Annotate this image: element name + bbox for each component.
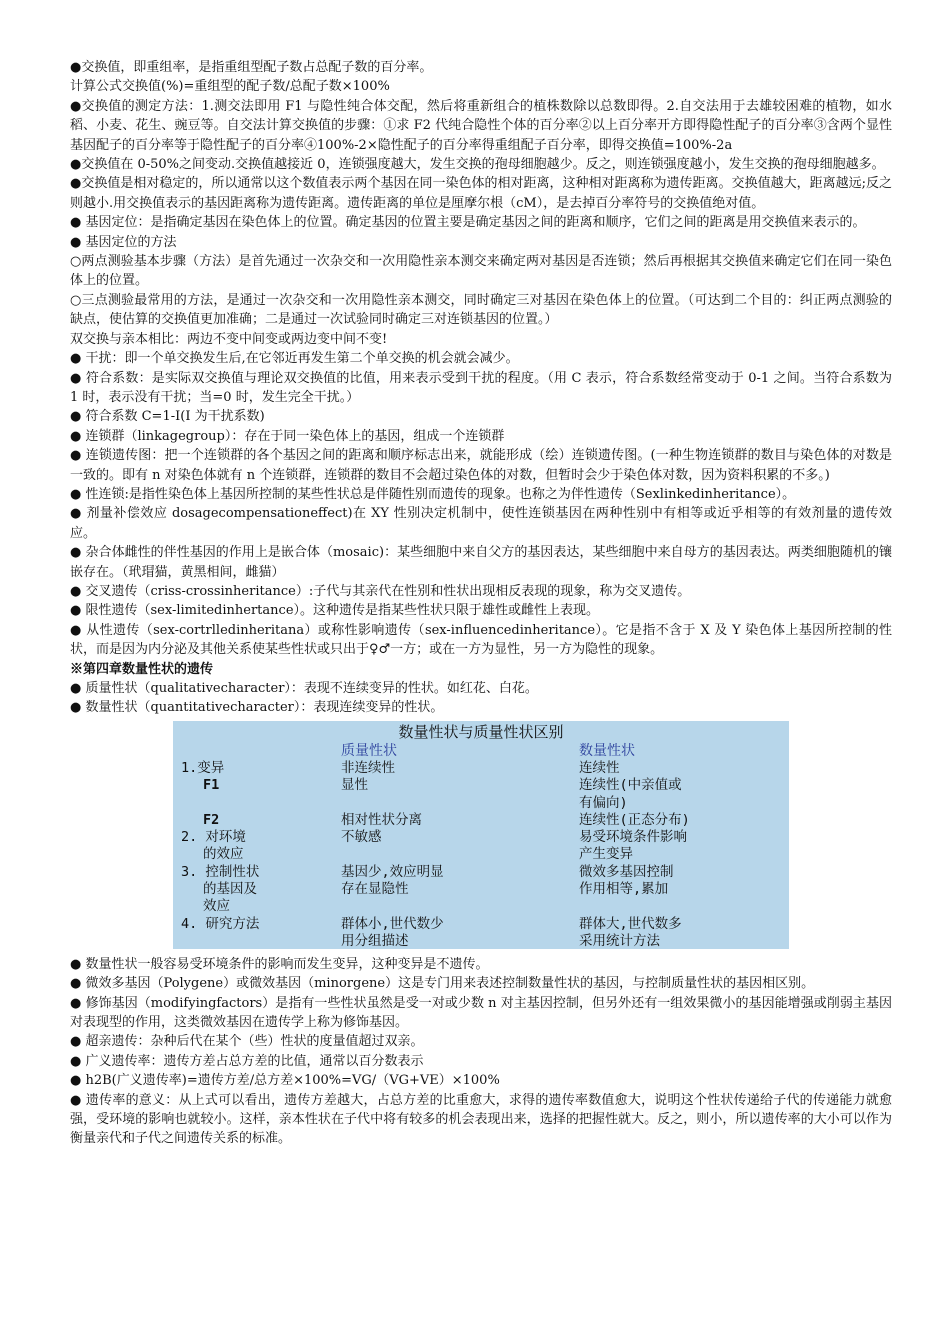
figure-cell-quantity: 连续性(中亲值或	[579, 776, 682, 793]
paragraph: ● 干扰：即一个单交换发生后,在它邻近再发生第二个单交换的机会就会减少。	[70, 351, 519, 367]
paragraph: ●交换值的测定方法：1.测交法即用 F1 与隐性纯合体交配，然后将重新组合的植株数除以总数即得。2.自交法用于去雄较困难的植物，如水稻、小麦、花生、豌豆等。自交法计算交换值的步骤：①求 F2 代纯合隐性个体的百分率②以上百分率开方即得隐性配子的百分率③含两个显性基因配子的百分率等于隐性配子的百分率④100%-2×隐性配子的百分率得重组配子百分率，即得交换值=100%-2a	[70, 98, 892, 153]
paragraph: ● 广义遗传率：遗传方差占总方差的比值，通常以百分数表示	[70, 1053, 424, 1069]
chapter-heading: ※第四章数量性状的遗传	[70, 661, 214, 677]
paragraph: ○两点测验基本步骤（方法）是首先通过一次杂交和一次用隐性亲本测交来确定两对基因是否连锁；然后再根据其交换值来确定它们在同一染色体上的位置。	[70, 254, 892, 289]
paragraph: ○三点测验最常用的方法，是通过一次杂交和一次用隐性亲本测交，同时确定三对基因在染色体上的位置。（可达到二个目的：纠正两点测验的缺点，使估算的交换值更加准确；二是通过一次试验同时确定三对连锁基因的位置。）	[70, 292, 892, 328]
figure-cell-quality: 不敏感	[341, 828, 382, 845]
figure-cell-label: 的效应	[203, 845, 244, 862]
paragraph: ● 交叉遗传（criss-crossinheritance）:子代与其亲代在性别和性状出现相反表现的现象，称为交叉遗传。	[70, 583, 691, 599]
figure-column-quality: 质量性状	[341, 742, 397, 759]
figure-cell-quantity: 采用统计方法	[579, 932, 660, 949]
paragraph: ● 超亲遗传：杂种后代在某个（些）性状的度量值超过双亲。	[70, 1034, 424, 1050]
figure-cell-quantity: 产生变异	[579, 845, 633, 862]
paragraph: ● 限性遗传（sex-limitedinhertance）。这种遗传是指某些性状只限于雄性或雌性上表现。	[70, 603, 600, 619]
figure-cell-quality: 存在显隐性	[341, 880, 409, 897]
paragraph: ● 基因定位：是指确定基因在染色体上的位置。确定基因的位置主要是确定基因之间的距离和顺序，它们之间的距离是用交换值来表示的。	[70, 215, 866, 231]
paragraph: ● 符合系数：是实际双交换值与理论双交换值的比值，用来表示受到干扰的程度。（用 C 表示，符合系数经常变动于 0-1 之间。当符合系数为 1 时，表示没有干扰；当=0 时，发生完全干扰。）	[70, 370, 892, 405]
paragraph: ● 遗传率的意义：从上式可以看出，遗传方差越大，占总方差的比重愈大，求得的遗传率数值愈大，说明这个性状传递给子代的传递能力就愈强，受环境的影响也就较小。这样，亲本性状在子代中将有较多的机会表现出来，选择的把握性就大。反之，则小，所以遗传率的大小可以作为衡量亲代和子代之间遗传关系的标准。	[70, 1092, 892, 1147]
figure-cell-label: 2. 对环境	[181, 828, 246, 845]
figure-cell-quality: 群体小,世代数少	[341, 915, 444, 932]
figure-title: 数量性状与质量性状区别	[398, 722, 564, 741]
figure-cell-label: F1	[203, 776, 220, 793]
paragraph: ● 微效多基因（Polygene）或微效基因（minorgene）这是专门用来表述控制数量性状的基因，与控制质量性状的基因相区别。	[70, 976, 815, 992]
figure-cell-label: 1.变异	[181, 759, 225, 776]
paragraph: ● 性连锁:是指性染色体上基因所控制的某些性状总是伴随性别而遗传的现象。也称之为伴性遗传（Sexlinkedinheritance）。	[70, 486, 796, 502]
figure-cell-quantity: 群体大,世代数多	[579, 915, 682, 932]
figure-cell-quality: 用分组描述	[341, 932, 409, 949]
paragraph: ● 数量性状一般容易受环境条件的影响而发生变异，这种变异是不遗传。	[70, 956, 489, 972]
section-quantitative-body	[70, 955, 892, 1149]
comparison-figure	[173, 721, 789, 949]
figure-cell-quantity: 易受环境条件影响	[579, 828, 687, 845]
figure-cell-label: 3. 控制性状	[181, 863, 260, 880]
paragraph: ● 从性遗传（sex-cortrlledinheritana）或称性影响遗传（sex-influencedinheritance）。它是指不含于 X 及 Y 染色体上基因所控制的性状，而是因为内分泌及其他关系使某些性状或只出于♀♂一方；或在一方为显性，另一方为隐性的现象。	[70, 622, 892, 658]
paragraph: ● 符合系数 C=1-I(I 为干扰系数)	[70, 409, 265, 425]
figure-cell-quality: 显性	[341, 776, 368, 793]
paragraph: ● 数量性状（quantitativecharacter）：表现连续变异的性状。	[70, 700, 444, 716]
figure-cell-quality: 基因少,效应明显	[341, 863, 444, 880]
figure-cell-quality: 相对性状分离	[341, 811, 422, 828]
figure-cell-label: F2	[203, 811, 220, 828]
figure-cell-quantity: 作用相等,累加	[579, 880, 669, 897]
paragraph: ●交换值在 0-50%之间变动.交换值越接近 0，连锁强度越大，发生交换的孢母细胞越少。反之，则连锁强度越小，发生交换的孢母细胞越多。	[70, 157, 885, 173]
paragraph: ● 修饰基因（modifyingfactors）是指有一些性状虽然是受一对或少数 n 对主基因控制，但另外还有一组效果微小的基因能增强或削弱主基因对表现型的作用，这类微效基因在遗传学上称为修饰基因。	[70, 995, 892, 1031]
figure-column-quantity: 数量性状	[579, 742, 635, 759]
figure-cell-label: 的基因及	[203, 880, 257, 897]
paragraph: ● 质量性状（qualitativecharacter）：表现不连续变异的性状。如红花、白花。	[70, 681, 538, 696]
paragraph: 计算公式交换值(%)=重组型的配子数/总配子数×100%	[70, 79, 390, 95]
figure-cell-label: 效应	[203, 897, 230, 914]
paragraph: ● 连锁群（linkagegroup）：存在于同一染色体上的基因，组成一个连锁群	[70, 428, 505, 444]
paragraph: ● 连锁遗传图：把一个连锁群的各个基因之间的距离和顺序标志出来，就能形成（绘）连锁遗传图。(一种生物连锁群的数目与染色体的对数是一致的。即有 n 对染色体就有 n 个连锁群，连锁群的数目不会超过染色体的对数，但暂时会少于染色体对数，因为资料积累的不多。)	[70, 448, 892, 483]
paragraph: ● 基因定位的方法	[70, 234, 177, 250]
section-linkage	[70, 58, 892, 660]
section-quantitative-intro	[70, 679, 892, 718]
document-page	[70, 58, 892, 1149]
paragraph: ● 杂合体雌性的伴性基因的作用上是嵌合体（mosaic)：某些细胞中来自父方的基因表达，某些细胞中来自母方的基因表达。两类细胞随机的镶嵌存在。（玳瑁猫，黄黑相间，雌猫）	[70, 545, 892, 580]
figure-cell-label: 4. 研究方法	[181, 915, 260, 932]
figure-cell-quantity: 连续性	[579, 759, 620, 776]
paragraph: ● 剂量补偿效应 dosagecompensationeffect)在 XY 性别决定机制中，使性连锁基因在两种性别中有相等或近乎相等的有效剂量的遗传效应。	[70, 506, 892, 541]
figure-cell-quantity: 微效多基因控制	[579, 863, 674, 880]
paragraph: 双交换与亲本相比：两边不变中间变或两边变中间不变!	[70, 331, 388, 347]
figure-cell-quality: 非连续性	[341, 759, 395, 776]
figure-cell-quantity: 有偏向)	[579, 794, 628, 811]
paragraph: ● h2B(广义遗传率)=遗传方差/总方差×100%=VG/（VG+VE）×100%	[70, 1073, 500, 1089]
figure-cell-quantity: 连续性(正态分布)	[579, 811, 690, 828]
paragraph: ●交换值，即重组率，是指重组型配子数占总配子数的百分率。	[70, 60, 433, 75]
paragraph: ●交换值是相对稳定的，所以通常以这个数值表示两个基因在同一染色体的相对距离，这种相对距离称为遗传距离。交换值越大，距离越远;反之则越小.用交换值表示的基因距离称为遗传距离。遗传距离的单位是厘摩尔根（cM），是去掉百分率符号的交换值绝对值。	[70, 176, 892, 211]
